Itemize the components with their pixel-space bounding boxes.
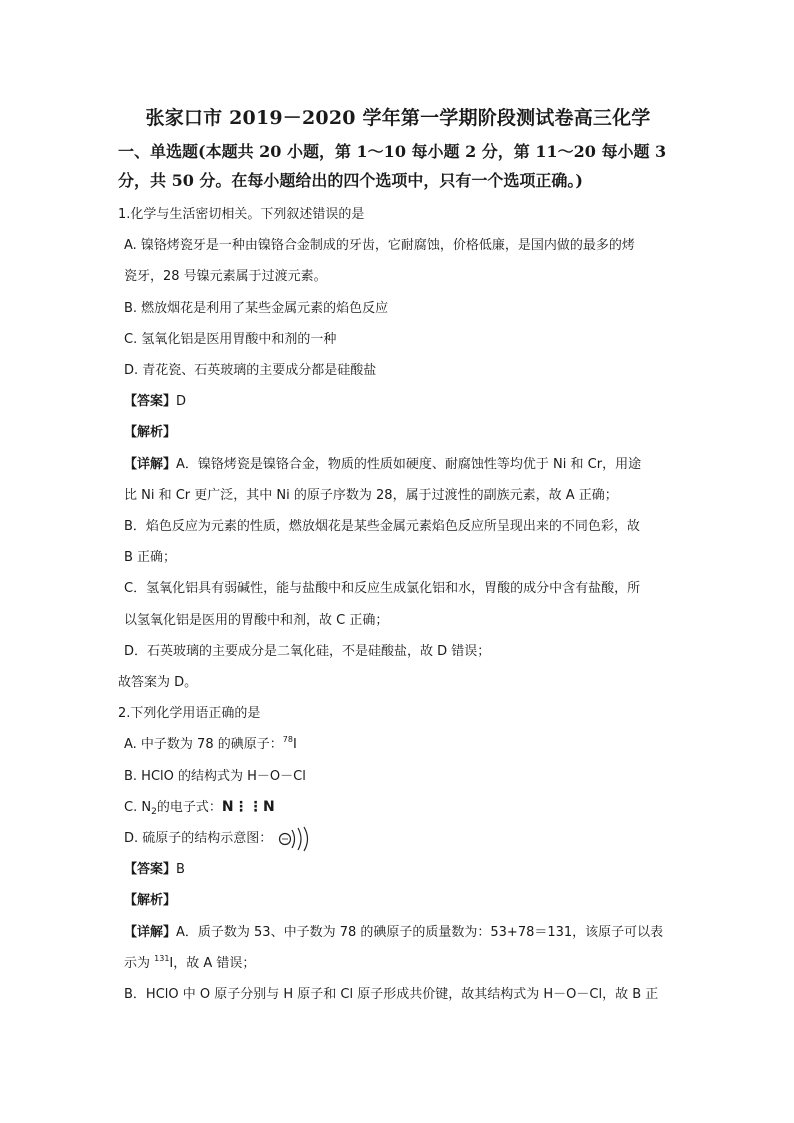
- q2-option-d-text: D. 硫原子的结构示意图：: [124, 831, 273, 847]
- question-1: [118, 199, 678, 698]
- detail-label: 【详解】: [124, 924, 177, 940]
- q2-detail-2: [118, 948, 678, 979]
- document-content: [118, 100, 678, 1010]
- q2-option-b: B. HClO 的结构式为 H－O－Cl: [124, 768, 306, 784]
- element-symbol: I: [292, 737, 297, 753]
- q1-detail-4: B 正确；: [124, 550, 177, 566]
- answer-label: 【答案】: [124, 394, 177, 410]
- document-title: 张家口市 2019－2020 学年第一学期阶段测试卷高三化学: [145, 107, 651, 129]
- q1-option-a-line-2: 瓷牙，28 号镍元素属于过渡元素。: [124, 269, 327, 285]
- detail-text-suffix: I，故 A 错误；: [169, 955, 256, 971]
- q1-answer: [118, 386, 678, 417]
- q2-option-a: [118, 729, 678, 760]
- q2-option-d: [118, 823, 678, 854]
- question-1-stem: 1.化学与生活密切相关。下列叙述错误的是: [118, 207, 365, 222]
- q1-analysis: [118, 417, 678, 448]
- q1-conclusion: 故答案为 D。: [118, 675, 198, 691]
- q1-detail-5: C．氢氧化铝具有弱碱性，能与盐酸中和反应生成氯化铝和水，胃酸的成分中含有盐酸，所: [124, 581, 641, 597]
- answer-value: D: [176, 394, 187, 410]
- sulfur-atom-structure-icon: [278, 826, 314, 852]
- q1-detail-3: B．焰色反应为元素的性质，燃放烟花是某些金属元素焰色反应所呈现出来的不同色彩，故: [124, 519, 640, 535]
- section-heading: 一、单选题(本题共 20 小题，第 1～10 每小题 2 分，第 11～20 每小题 3 分，共 50 分。在每小题给出的四个选项中，只有一个选项正确。): [118, 142, 667, 190]
- q2-option-c-suffix: 的电子式：: [156, 799, 222, 815]
- detail-text-prefix: 示为: [124, 955, 155, 971]
- answer-label: 【答案】: [124, 862, 177, 878]
- answer-value: B: [176, 862, 185, 878]
- q2-option-a-text: A. 中子数为 78 的碘原子：: [124, 737, 283, 753]
- q1-detail-1: [118, 449, 678, 480]
- question-2-stem: 2.下列化学用语正确的是: [118, 706, 261, 722]
- q2-option-c: [118, 792, 678, 823]
- q1-option-b: B. 燃放烟花是利用了某些金属元素的焰色反应: [124, 300, 389, 316]
- detail-label: 【详解】: [124, 456, 177, 472]
- q1-detail-6: 以氢氧化铝是医用的胃酸中和剂，故 C 正确；: [124, 612, 389, 628]
- detail-text: A．质子数为 53、中子数为 78 的碘原子的质量数为：53+78＝131，该原子可以表: [176, 924, 664, 940]
- subscript: 2: [151, 806, 157, 817]
- mass-number: 131: [154, 953, 170, 963]
- analysis-label: 【解析】: [124, 893, 177, 909]
- q2-analysis: [118, 885, 678, 916]
- q1-option-d: D. 青花瓷、石英玻璃的主要成分都是硅酸盐: [124, 363, 377, 379]
- q2-answer: [118, 854, 678, 885]
- q2-detail-3: B．HClO 中 O 原子分别与 H 原子和 Cl 原子形成共价键，故其结构式为 H－O－Cl，故 B 正: [124, 987, 659, 1003]
- q1-detail-7: D．石英玻璃的主要成分是二氧化硅，不是硅酸盐，故 D 错误；: [124, 643, 491, 659]
- q1-option-a-line-1: A. 镍铬烤瓷牙是一种由镍铬合金制成的牙齿，它耐腐蚀，价格低廉，是国内做的最多的烤: [124, 238, 635, 254]
- question-2: [118, 698, 678, 1010]
- mass-number: 78: [282, 735, 293, 745]
- detail-text: A．镍铬烤瓷是镍铬合金，物质的性质如硬度、耐腐蚀性等均优于 Ni 和 Cr，用途: [176, 456, 642, 472]
- q1-option-c: C. 氢氧化铝是医用胃酸中和剂的一种: [124, 331, 337, 347]
- n2-electron-formula: N⋮⋮N: [221, 798, 276, 815]
- analysis-label: 【解析】: [124, 425, 177, 441]
- q2-detail-1: [118, 917, 678, 948]
- q2-option-c-prefix: C. N: [124, 799, 152, 815]
- q1-detail-2: 比 Ni 和 Cr 更广泛，其中 Ni 的原子序数为 28，属于过渡性的副族元素，故 A 正确；: [124, 487, 618, 503]
